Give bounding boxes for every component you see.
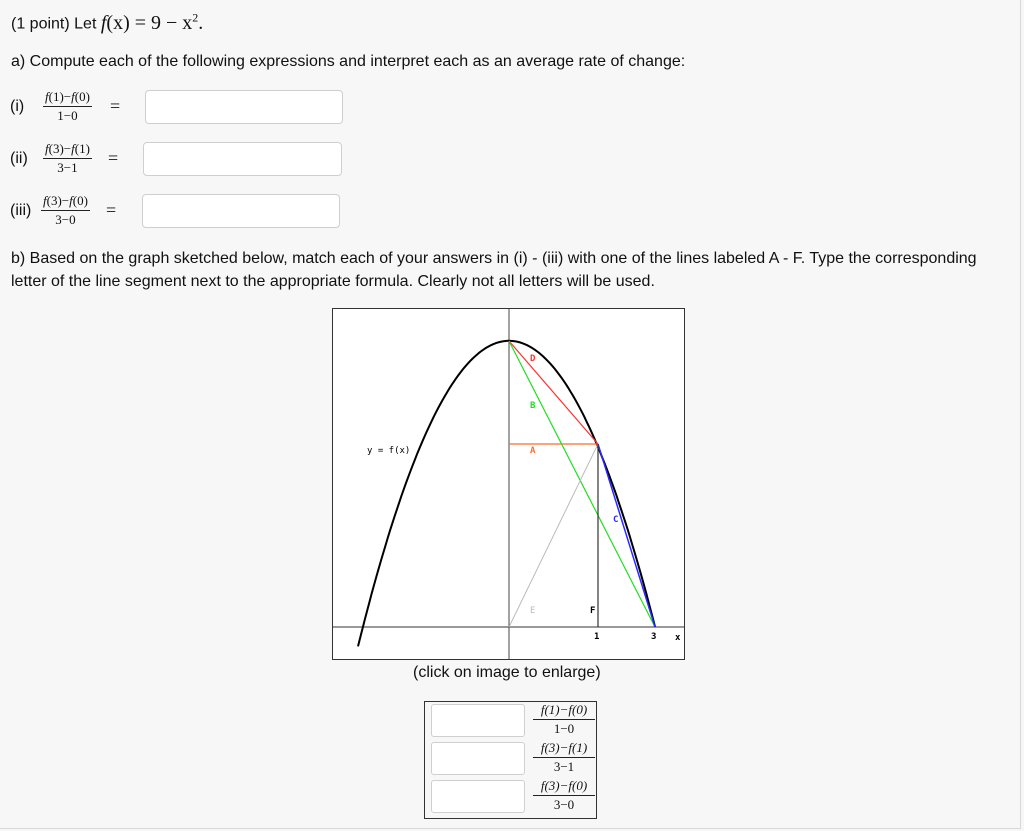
fraction-denominator: 3−0 — [55, 212, 76, 227]
match-input-2[interactable] — [431, 742, 525, 775]
graph-svg — [333, 309, 686, 661]
answer-input-ii[interactable] — [143, 142, 342, 176]
label-d: D — [530, 354, 536, 364]
num-arg: (3) — [46, 193, 62, 208]
problem-header — [11, 10, 203, 35]
num-arg: (1) — [48, 89, 64, 104]
equals-sign: = — [110, 96, 121, 116]
curve-label: y = f(x) — [367, 446, 411, 456]
question-fraction-i — [43, 89, 92, 124]
fraction-denominator: 3−0 — [553, 797, 575, 812]
label-a: A — [530, 446, 536, 456]
fraction-numerator — [43, 89, 92, 107]
fraction-numerator: f(3)−f(0) — [533, 778, 595, 796]
fraction-denominator: 3−1 — [553, 759, 575, 774]
num-arg: (0) — [72, 193, 88, 208]
num-arg: (0) — [74, 89, 90, 104]
label-f: F — [590, 606, 596, 616]
part-a-prompt: a) Compute each of the following expressions and interpret each as an average rate of change: — [11, 53, 686, 70]
num-minus: − — [61, 193, 70, 208]
fraction-numerator — [41, 193, 90, 211]
fraction-numerator: f(1)−f(0) — [533, 702, 595, 720]
line-b — [509, 341, 655, 627]
function-rhs: = 9 − x — [129, 11, 193, 34]
num-f: f — [71, 141, 75, 156]
match-fraction — [533, 740, 595, 776]
tick-label-3: 3 — [651, 632, 657, 642]
num-arg: (3) — [48, 141, 64, 156]
match-fraction — [533, 778, 595, 814]
match-row — [431, 702, 593, 740]
num-f: f — [71, 89, 75, 104]
fraction-numerator — [43, 141, 92, 159]
num-f: f — [45, 141, 49, 156]
graph-image[interactable] — [332, 308, 685, 660]
num-minus: − — [63, 141, 72, 156]
fraction-denominator: 1−0 — [553, 721, 575, 736]
answer-input-iii[interactable] — [142, 194, 340, 228]
match-input-3[interactable] — [431, 780, 525, 813]
fraction-numerator: f(3)−f(1) — [533, 740, 595, 758]
function-name: f — [100, 11, 107, 34]
label-e: E — [530, 606, 536, 616]
line-e — [509, 444, 598, 627]
tick-label-1: 1 — [594, 632, 600, 642]
question-label-i: (i) — [10, 98, 25, 115]
function-exponent: 2 — [192, 10, 199, 24]
match-row — [431, 778, 593, 816]
question-fraction-ii — [43, 141, 92, 176]
part-b-prompt: b) Based on the graph sketched below, match each of your answers in (i) - (iii) with one of the lines labeled A - F. Type the corresponding letter of the line segment next to the appropriate formula. Clearly not all letters will be used. — [11, 250, 977, 290]
equals-sign: = — [108, 148, 119, 168]
function-period: . — [198, 11, 204, 34]
function-definition — [101, 12, 203, 34]
match-row — [431, 740, 593, 778]
parabola-curve — [358, 341, 655, 647]
question-label-iii: (iii) — [10, 202, 32, 219]
question-fraction-iii — [41, 193, 90, 228]
answer-input-i[interactable] — [145, 90, 343, 124]
fraction-denominator: 3−1 — [57, 160, 78, 175]
line-c — [598, 444, 655, 627]
num-f: f — [69, 193, 73, 208]
equals-sign: = — [106, 200, 117, 220]
x-axis-label: x — [675, 633, 681, 643]
label-c: C — [613, 515, 619, 525]
fraction-denominator: 1−0 — [57, 108, 78, 123]
points-label: (1 point) Let — [11, 15, 97, 33]
num-f: f — [45, 89, 49, 104]
num-arg: (1) — [74, 141, 90, 156]
label-b: B — [530, 401, 536, 411]
num-f: f — [43, 193, 47, 208]
question-label-ii: (ii) — [10, 150, 28, 167]
match-input-1[interactable] — [431, 704, 525, 737]
num-minus: − — [63, 89, 72, 104]
match-fraction — [533, 702, 595, 738]
function-arg: (x) — [106, 11, 130, 34]
enlarge-caption[interactable]: (click on image to enlarge) — [413, 664, 601, 681]
match-table — [424, 701, 597, 819]
